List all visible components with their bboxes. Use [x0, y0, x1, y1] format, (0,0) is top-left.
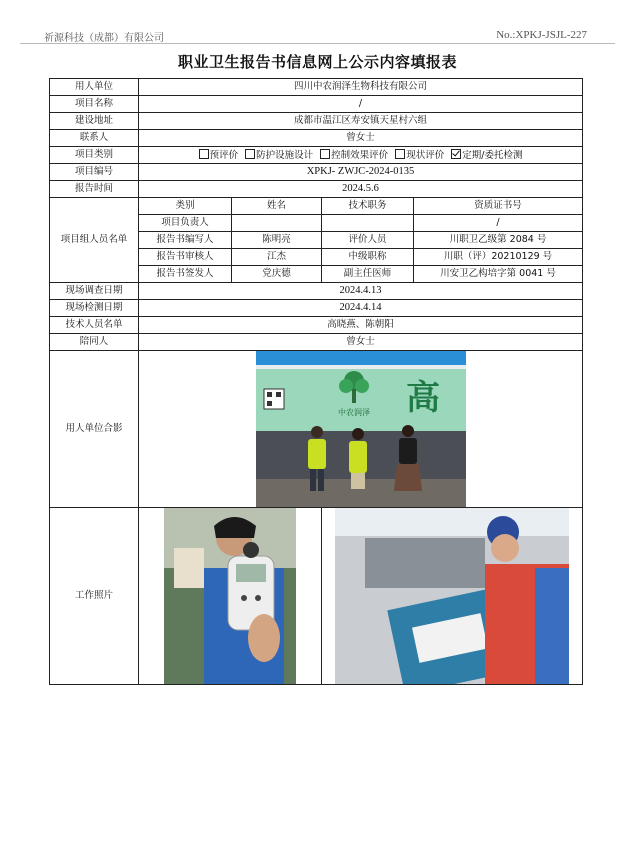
meter-button: [255, 595, 261, 601]
ceiling: [335, 508, 569, 536]
qr-code-block: [267, 401, 272, 406]
escort-label: 陪同人: [50, 334, 139, 351]
row-project-no: [50, 164, 583, 181]
member-name: 陈明亮: [232, 232, 322, 249]
team-col-role: 类别: [139, 198, 232, 215]
address-label: 建设地址: [50, 113, 139, 130]
test-date-label: 现场检测日期: [50, 300, 139, 317]
survey-date-value: 2024.4.13: [139, 283, 583, 300]
tech-staff-value: 高晓燕、陈朝阳: [139, 317, 583, 334]
option-control-evaluation[interactable]: [320, 150, 388, 161]
checkbox-icon[interactable]: [199, 149, 209, 159]
member-title: [322, 215, 414, 232]
test-date-value: 2024.4.14: [139, 300, 583, 317]
contact-label: 联系人: [50, 130, 139, 147]
sign-large-character: 高: [405, 378, 440, 418]
report-time-label: 报告时间: [50, 181, 139, 198]
company-header: 祈源科技（成都）有限公司: [44, 33, 164, 44]
tree-logo-icon: [339, 379, 353, 393]
worker-face: [491, 534, 519, 562]
project-no-label: 项目编号: [50, 164, 139, 181]
meter-display: [236, 564, 266, 582]
row-category: [50, 147, 583, 164]
project-name-value: /: [139, 96, 583, 113]
boxes: [174, 548, 204, 588]
row-test-date: [50, 300, 583, 317]
member-name: [232, 215, 322, 232]
group-photo: [256, 351, 466, 507]
page-title: 职业卫生报告书信息网上公示内容填报表: [177, 53, 457, 71]
qr-code-block: [267, 392, 272, 397]
member-title: 评价人员: [322, 232, 414, 249]
checkbox-checked-icon[interactable]: [451, 149, 461, 159]
row-tech-staff: [50, 317, 583, 334]
member-role: 报告书签发人: [139, 266, 232, 283]
project-name-label: 项目名称: [50, 96, 139, 113]
meter-button: [241, 595, 247, 601]
option-protection-design[interactable]: [245, 150, 313, 161]
checkbox-icon[interactable]: [320, 149, 330, 159]
project-no-value: XPKJ- ZWJC-2024-0135: [139, 164, 583, 181]
escort-value: 曾女士: [139, 334, 583, 351]
team-col-cert: 资质证书号: [414, 198, 583, 215]
work-photos-label: 工作照片: [50, 508, 139, 685]
tree-logo-icon: [355, 379, 369, 393]
member-cert: 川安卫乙构培字第 0041 号: [414, 266, 583, 283]
employer-value: 四川中农润泽生物科技有限公司: [139, 79, 583, 96]
work-photo-right: [335, 508, 569, 684]
category-options: [139, 147, 583, 164]
member-title: 副主任医师: [322, 266, 414, 283]
option-label: 预评价: [209, 149, 239, 161]
category-label: 项目类别: [50, 147, 139, 164]
team-label: 项目组人员名单: [50, 198, 139, 283]
header-divider: [20, 43, 615, 44]
row-escort: [50, 334, 583, 351]
address-value: 成都市温江区寿安镇天星村六组: [139, 113, 583, 130]
member-role: 项目负责人: [139, 215, 232, 232]
team-header-row: [50, 198, 583, 215]
hand: [248, 614, 280, 662]
work-photo-left: [164, 508, 296, 684]
sign-logo-text: 中农润泽: [337, 408, 370, 417]
option-label: 控制效果评价: [331, 149, 389, 161]
option-label: 定期/委托检测: [462, 149, 523, 161]
group-photo-cell: [139, 351, 583, 508]
work-photo-cell-right: [322, 508, 583, 685]
member-role: 报告书审核人: [139, 249, 232, 266]
report-form-table: [49, 78, 583, 685]
tree-trunk: [352, 389, 356, 403]
worker-blue-sleeve: [535, 568, 569, 684]
team-col-name: 姓名: [232, 198, 322, 215]
member-cert: 川职（评）20210129 号: [414, 249, 583, 266]
row-contact: [50, 130, 583, 147]
row-project-name: [50, 96, 583, 113]
option-periodic-testing[interactable]: [451, 150, 522, 161]
employer-label: 用人单位: [50, 79, 139, 96]
row-report-time: [50, 181, 583, 198]
row-employer: [50, 79, 583, 96]
member-cert: 川职卫乙级第 2084 号: [414, 232, 583, 249]
work-photo-cell-left: [139, 508, 322, 685]
meter-microphone-icon: [243, 542, 259, 558]
wall-top-band: [256, 365, 466, 369]
option-status-evaluation[interactable]: [395, 150, 444, 161]
report-time-value: 2024.5.6: [139, 181, 583, 198]
tech-staff-label: 技术人员名单: [50, 317, 139, 334]
contact-value: 曾女士: [139, 130, 583, 147]
group-photo-label: 用人单位合影: [50, 351, 139, 508]
checkbox-icon[interactable]: [395, 149, 405, 159]
row-address: [50, 113, 583, 130]
member-name: 党庆德: [232, 266, 322, 283]
option-label: 现状评价: [406, 149, 445, 161]
row-group-photo: [50, 351, 583, 508]
member-role: 报告书编写人: [139, 232, 232, 249]
option-label: 防护设施设计: [256, 149, 314, 161]
team-col-title: 技术职务: [322, 198, 414, 215]
option-pre-evaluation[interactable]: [199, 150, 239, 161]
document-number: No.:XPKJ-JSJL-227: [496, 29, 587, 41]
machine: [365, 538, 485, 588]
sky-strip: [256, 351, 466, 365]
checkbox-icon[interactable]: [245, 149, 255, 159]
qr-code-block: [276, 392, 281, 397]
member-cert: /: [414, 215, 583, 232]
survey-date-label: 现场调查日期: [50, 283, 139, 300]
row-work-photos: [50, 508, 583, 685]
member-name: 江杰: [232, 249, 322, 266]
row-survey-date: [50, 283, 583, 300]
member-title: 中级职称: [322, 249, 414, 266]
